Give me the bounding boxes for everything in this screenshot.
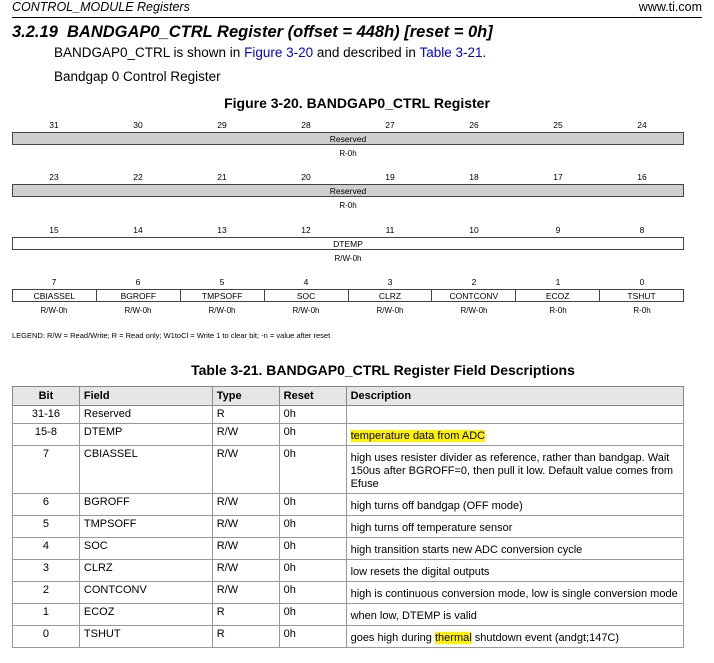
- column-header-bit: Bit: [13, 387, 80, 406]
- field-tmpsoff: TMPSOFF: [180, 290, 264, 301]
- bit-number: 1: [555, 277, 561, 287]
- field-reserved: Reserved: [329, 186, 367, 196]
- column-header-field: Field: [79, 387, 212, 406]
- bit-number: 18: [469, 172, 479, 182]
- table-row: [13, 582, 684, 604]
- register-row-7-0: [12, 276, 684, 317]
- field-cell: DTEMP: [79, 424, 212, 446]
- field-cell: CLRZ: [79, 560, 212, 582]
- section-heading: [12, 23, 493, 42]
- table-row: [13, 406, 684, 424]
- field-tshut: TSHUT: [599, 290, 683, 301]
- bit-number: 30: [133, 120, 143, 130]
- figure-legend: LEGEND: R/W = Read/Write; R = Read only; W1toCl = Write 1 to clear bit; -n = value after reset: [12, 331, 331, 340]
- reset-cell: 0h: [279, 424, 346, 446]
- column-header-description: Description: [346, 387, 683, 406]
- bit-number: 31: [49, 120, 59, 130]
- field-contconv: CONTCONV: [431, 290, 515, 301]
- bit-numbers: [12, 171, 684, 183]
- field-cell: CBIASSEL: [79, 446, 212, 494]
- description-text: goes high during: [350, 632, 435, 644]
- reset-cell: 0h: [279, 494, 346, 516]
- register-row-23-16: [12, 171, 684, 212]
- page-header-left: CONTROL_MODULE Registers: [12, 0, 190, 14]
- field-cell: CONTCONV: [79, 582, 212, 604]
- field-ecoz: ECOZ: [515, 290, 599, 301]
- table-row: [13, 516, 684, 538]
- intro-middle: and described in: [313, 45, 420, 60]
- bit-number: 6: [135, 277, 141, 287]
- description-cell: [346, 406, 683, 424]
- register-row-15-8: [12, 224, 684, 265]
- bit-number: 7: [51, 277, 57, 287]
- bit-number: 5: [219, 277, 225, 287]
- bit-number: 8: [639, 225, 645, 235]
- field-cell: TMPSOFF: [79, 516, 212, 538]
- field-cell: Reserved: [79, 406, 212, 424]
- type-cell: R/W: [212, 560, 279, 582]
- bit-numbers: [12, 276, 684, 288]
- access-value: R/W-0h: [376, 306, 404, 315]
- register-row-31-24: [12, 119, 684, 160]
- access-row: [12, 305, 684, 317]
- bit-number: 29: [217, 120, 227, 130]
- register-field-box: [12, 132, 684, 145]
- bit-number: 13: [217, 225, 227, 235]
- field-bgroff: BGROFF: [96, 290, 180, 301]
- register-field-box: [12, 237, 684, 250]
- highlighted-text: thermal: [434, 632, 472, 644]
- reset-cell: 0h: [279, 406, 346, 424]
- access-row: [12, 148, 684, 160]
- table-title: Table 3-21. BANDGAP0_CTRL Register Field Descriptions: [191, 362, 575, 378]
- bit-cell: 5: [13, 516, 80, 538]
- bit-number: 16: [637, 172, 647, 182]
- description-cell: high is continuous conversion mode, low is single conversion mode: [346, 582, 683, 604]
- field-cell: ECOZ: [79, 604, 212, 626]
- bit-numbers: [12, 224, 684, 236]
- access-value: R-0h: [633, 306, 651, 315]
- bit-number: 22: [133, 172, 143, 182]
- description-text: shutdown event (andgt;147C): [471, 632, 620, 644]
- field-soc: SOC: [264, 290, 348, 301]
- register-field-box: [12, 289, 684, 302]
- reset-cell: 0h: [279, 516, 346, 538]
- table-row: [13, 538, 684, 560]
- access-value: R/W-0h: [334, 254, 362, 263]
- table-row: [13, 604, 684, 626]
- bit-numbers: [12, 119, 684, 131]
- reset-cell: 0h: [279, 560, 346, 582]
- figure-link[interactable]: Figure 3-20: [244, 45, 314, 60]
- column-header-reset: Reset: [279, 387, 346, 406]
- field-clrz: CLRZ: [348, 290, 432, 301]
- access-value: R-0h: [549, 306, 567, 315]
- reset-cell: 0h: [279, 604, 346, 626]
- bit-number: 2: [471, 277, 477, 287]
- type-cell: R/W: [212, 582, 279, 604]
- bit-number: 12: [301, 225, 311, 235]
- access-row: [12, 253, 684, 265]
- field-descriptions-table: [12, 386, 684, 648]
- column-header-type: Type: [212, 387, 279, 406]
- bit-number: 9: [555, 225, 561, 235]
- bit-number: 17: [553, 172, 563, 182]
- reset-cell: 0h: [279, 582, 346, 604]
- bit-cell: 4: [13, 538, 80, 560]
- section-title: BANDGAP0_CTRL Register (offset = 448h) [reset = 0h]: [67, 23, 493, 41]
- access-row: [12, 200, 684, 212]
- type-cell: R/W: [212, 424, 279, 446]
- description-cell: high turns off temperature sensor: [346, 516, 683, 538]
- access-value: R-0h: [339, 201, 357, 210]
- type-cell: R/W: [212, 446, 279, 494]
- access-value: R/W-0h: [292, 306, 320, 315]
- field-cbiassel: CBIASSEL: [33, 291, 76, 301]
- description-cell: high turns off bandgap (OFF mode): [346, 494, 683, 516]
- reset-cell: 0h: [279, 538, 346, 560]
- header-divider: [12, 17, 702, 18]
- description-cell: high uses resister divider as reference, rather than bandgap. Wait 150us after BGROFF=0, then pull it low. Default value comes from Efuse: [346, 446, 683, 494]
- bit-number: 3: [387, 277, 393, 287]
- bit-number: 11: [385, 225, 395, 235]
- access-value: R/W-0h: [40, 306, 68, 315]
- table-row: [13, 446, 684, 494]
- register-description: Bandgap 0 Control Register: [54, 69, 221, 84]
- bit-number: 25: [553, 120, 563, 130]
- bit-number: 10: [469, 225, 479, 235]
- bit-number: 4: [303, 277, 309, 287]
- field-cell: TSHUT: [79, 626, 212, 648]
- type-cell: R/W: [212, 516, 279, 538]
- bit-number: 24: [637, 120, 647, 130]
- access-value: R-0h: [339, 149, 357, 158]
- intro-suffix: .: [482, 45, 487, 60]
- bit-cell: 7: [13, 446, 80, 494]
- bit-number: 27: [385, 120, 395, 130]
- bit-number: 19: [385, 172, 395, 182]
- bit-cell: 0: [13, 626, 80, 648]
- bit-number: 14: [133, 225, 143, 235]
- description-cell: [346, 626, 683, 648]
- reset-cell: 0h: [279, 446, 346, 494]
- field-cell: SOC: [79, 538, 212, 560]
- table-link[interactable]: Table 3-21: [419, 45, 483, 60]
- type-cell: R: [212, 604, 279, 626]
- bit-number: 23: [49, 172, 59, 182]
- bit-cell: 31-16: [13, 406, 80, 424]
- highlighted-text: temperature data from ADC: [350, 430, 486, 442]
- bit-number: 26: [469, 120, 479, 130]
- bit-number: 20: [301, 172, 311, 182]
- table-row: [13, 494, 684, 516]
- reset-cell: 0h: [279, 626, 346, 648]
- table-row: [13, 626, 684, 648]
- register-field-box: [12, 184, 684, 197]
- field-reserved: Reserved: [329, 134, 367, 144]
- section-number: 3.2.19: [12, 23, 58, 41]
- table-header-row: [13, 387, 684, 406]
- bit-number: 0: [639, 277, 645, 287]
- description-cell: [346, 424, 683, 446]
- type-cell: R: [212, 626, 279, 648]
- field-cell: BGROFF: [79, 494, 212, 516]
- page-header-url[interactable]: www.ti.com: [638, 0, 702, 14]
- type-cell: R/W: [212, 494, 279, 516]
- bit-cell: 6: [13, 494, 80, 516]
- bit-number: 28: [301, 120, 311, 130]
- type-cell: R/W: [212, 538, 279, 560]
- field-dtemp: DTEMP: [333, 239, 363, 249]
- access-value: R/W-0h: [460, 306, 488, 315]
- access-value: R/W-0h: [124, 306, 152, 315]
- table-row: [13, 560, 684, 582]
- bit-number: 15: [49, 225, 59, 235]
- bit-cell: 1: [13, 604, 80, 626]
- bit-number: 21: [217, 172, 227, 182]
- intro-paragraph: [54, 45, 486, 60]
- access-value: R/W-0h: [208, 306, 236, 315]
- description-cell: when low, DTEMP is valid: [346, 604, 683, 626]
- intro-prefix: BANDGAP0_CTRL is shown in: [54, 45, 245, 60]
- type-cell: R: [212, 406, 279, 424]
- bit-cell: 3: [13, 560, 80, 582]
- bit-cell: 15-8: [13, 424, 80, 446]
- bit-cell: 2: [13, 582, 80, 604]
- description-cell: high transition starts new ADC conversion cycle: [346, 538, 683, 560]
- table-row: [13, 424, 684, 446]
- description-cell: low resets the digital outputs: [346, 560, 683, 582]
- figure-title: Figure 3-20. BANDGAP0_CTRL Register: [224, 95, 490, 111]
